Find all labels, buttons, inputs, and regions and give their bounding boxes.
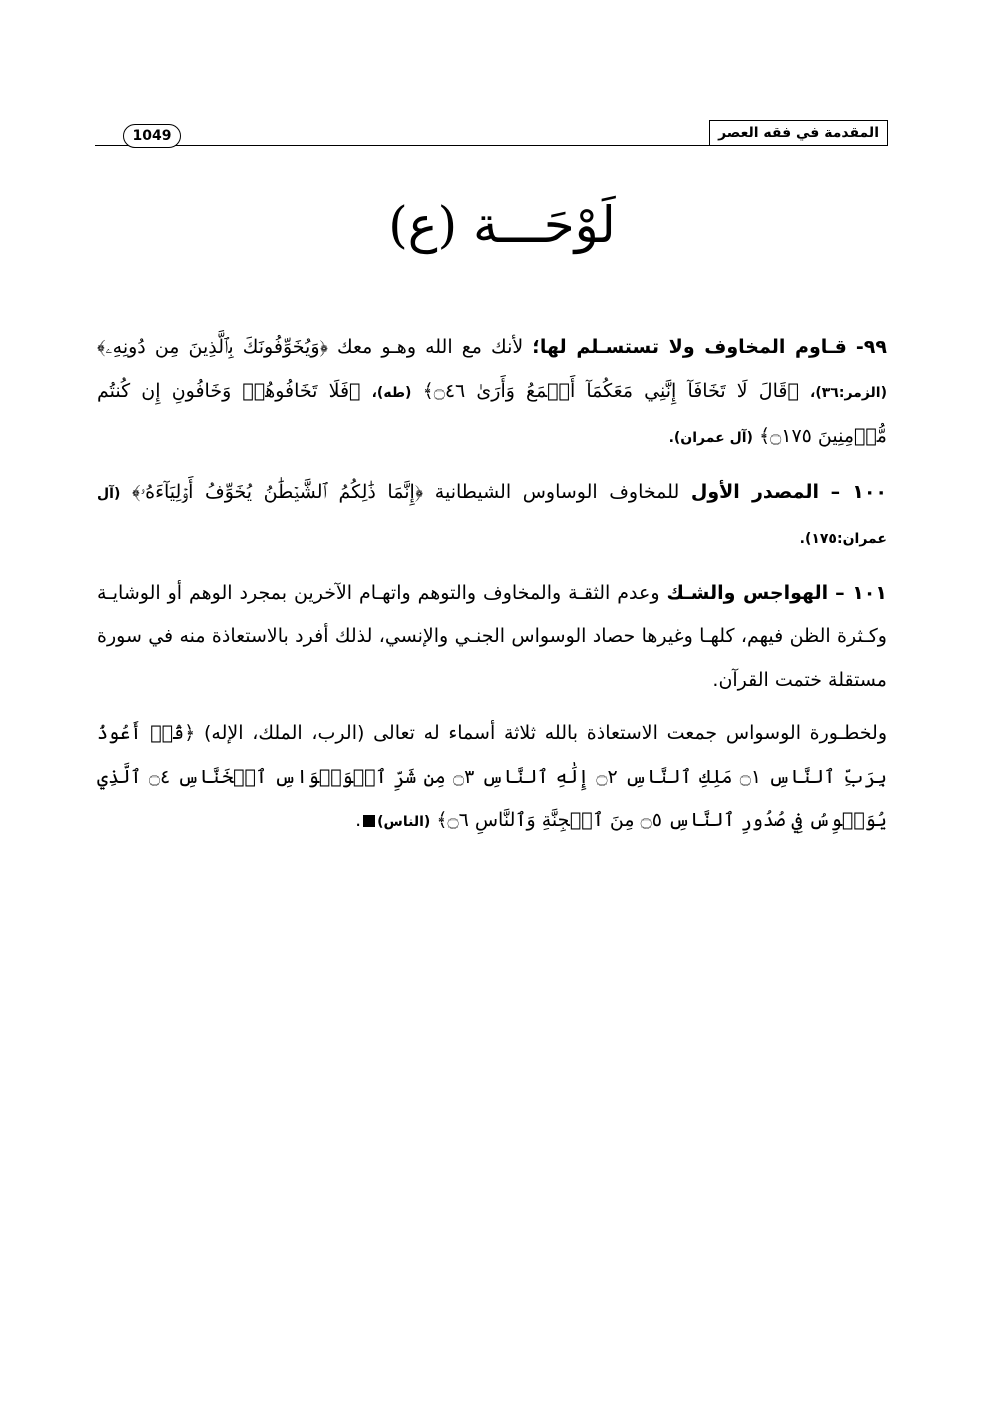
end-square-icon bbox=[363, 815, 375, 827]
paragraph-continuation: ولخطـورة الوسواس جمعت الاستعاذة بالله ثلاثة أسماء له تعالى (الرب، الملك، الإله) ﴿قُلۡ أَعُوذُ بِرَبِّ ٱلنَّاسِ ۝١ مَلِكِ ٱلنَّاسِ ۝٢ إِلَٰهِ ٱلنَّاسِ ۝٣ مِن شَرِّ ٱلۡوَسۡوَاسِ ٱلۡخَنَّاسِ ۝٤ ٱلَّذِي يُوَسۡوِسُ فِي صُدُورِ ٱلنَّاسِ ۝٥ مِنَ ٱلۡجِنَّةِ وَٱلنَّاسِ ۝٦﴾ (الناس). bbox=[97, 722, 887, 831]
verse-reference: (آل عمران:١٧٥). bbox=[97, 485, 887, 547]
paragraph-number: ١٠١ – bbox=[835, 581, 887, 604]
paragraph-heading: قـاوم المخاوف ولا تستسـلم لها؛ bbox=[532, 336, 847, 358]
paragraph-number: ٩٩- bbox=[855, 336, 887, 358]
page-header bbox=[95, 120, 888, 148]
paragraph-number: ١٠٠ – bbox=[830, 480, 888, 503]
paragraph-text: وعدم الثقـة والمخاوف والتوهم واتهـام الآخرين بمجرد الوهم أو الوشايـة وكـثرة الظن فيهم، كلهـا وغيرها حصاد الوسواس الجنـي والإنسي، لذلك أفرد بالاستعاذة منه في سورة مستقلة ختمت القرآن. bbox=[97, 581, 887, 691]
header-rule bbox=[95, 145, 888, 146]
paragraph-text: للمخاوف الوساوس الشيطانية bbox=[434, 480, 680, 503]
paragraph-text: لأنك مع الله وهـو معك bbox=[337, 336, 524, 358]
quran-verse: ﴿إِنَّمَا ذَٰلِكُمُ ٱلشَّيۡطَٰنُ يُخَوِّفُ أَوۡلِيَآءَهُۥ﴾ bbox=[131, 480, 424, 503]
verse-reference: (الناس) bbox=[377, 814, 431, 830]
plate-title: لَوْحَـــة (ع) bbox=[388, 196, 616, 254]
main-content bbox=[97, 326, 887, 855]
paragraph-99 bbox=[97, 326, 887, 461]
paragraph-heading: الهواجس والشـك bbox=[666, 581, 829, 604]
quran-verse: ﴿وَيُخَوِّفُونَكَ بِٱلَّذِينَ مِن دُونِهِۦ﴾ bbox=[97, 336, 328, 358]
verse-reference: (الزمر:٣٦)، bbox=[810, 384, 887, 401]
quran-verse: ﴿قُلۡ أَعُوذُ بِرَبِّ ٱلنَّاسِ ۝١ مَلِكِ ٱلنَّاسِ ۝٢ إِلَٰهِ ٱلنَّاسِ ۝٣ مِن شَرِّ ٱلۡوَسۡوَاسِ ٱلۡخَنَّاسِ ۝٤ ٱلَّذِي يُوَسۡوِسُ فِي صُدُورِ ٱلنَّاسِ ۝٥ مِنَ ٱلۡجِنَّةِ وَٱلنَّاسِ ۝٦﴾ bbox=[97, 722, 887, 831]
paragraph-101 bbox=[97, 572, 887, 703]
verse-reference: (آل عمران). bbox=[668, 430, 753, 446]
paragraph-text: ولخطـورة الوسواس جمعت الاستعاذة بالله ثلاثة أسماء له تعالى (الرب، الملك، الإله) bbox=[204, 722, 887, 744]
quran-verse: ﴿قَالَ لَا تَخَافَآ إِنَّنِي مَعَكُمَآ أَسۡمَعُ وَأَرَىٰ ۝٤٦﴾ bbox=[422, 379, 799, 402]
quran-verse: ﴿فَلَا تَخَافُوهُمۡ وَخَافُونِ إِن كُنتُم مُّؤۡمِنِينَ ۝١٧٥﴾ bbox=[97, 379, 887, 447]
verse-reference: (طه)، bbox=[371, 384, 412, 401]
page-number: 1049 bbox=[123, 124, 181, 148]
book-title: المقدمة في فقه العصر bbox=[709, 120, 888, 145]
paragraph-100 bbox=[97, 471, 887, 562]
paragraph-heading: المصدر الأول bbox=[690, 480, 819, 503]
